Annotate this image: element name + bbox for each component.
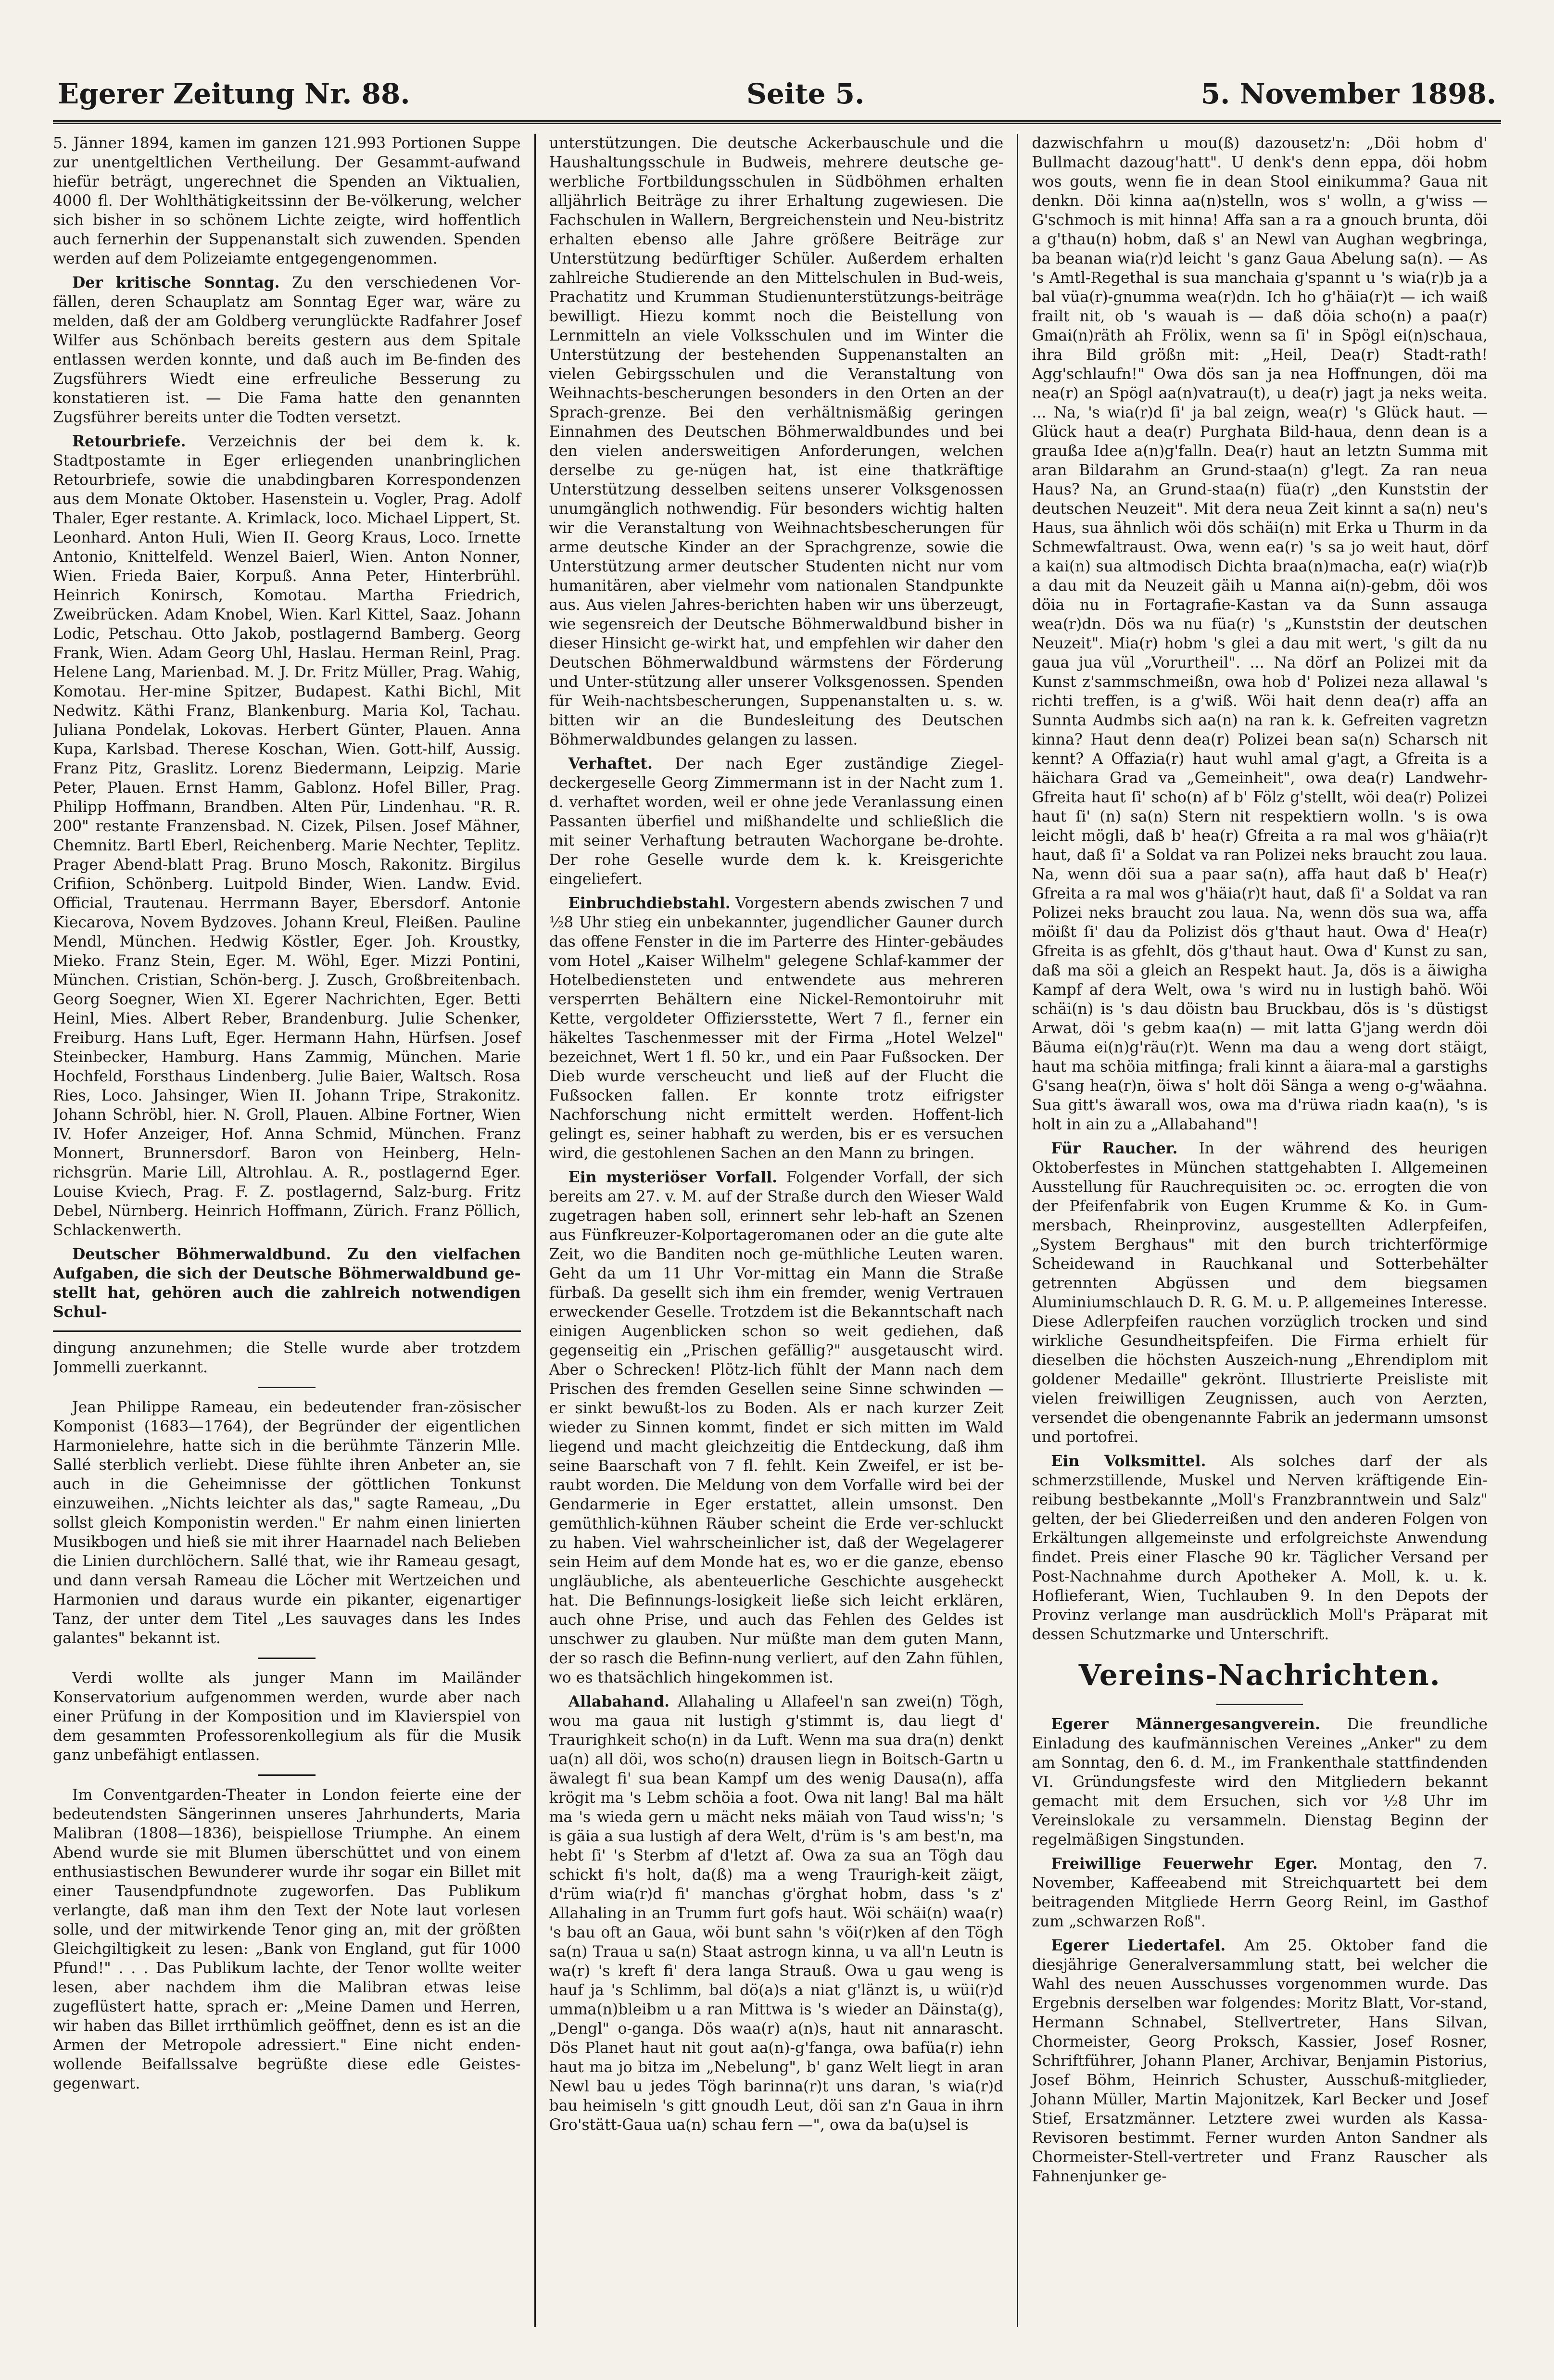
headline-mysterioeser-vorfall: Ein mysteriöser Vorfall. — [568, 1168, 778, 1186]
body-verhaftet: Der nach Eger zuständige Ziegel-deckergeselle Georg Zimmermann ist in der Nacht zum 1. d. verhaftet worden, weil er ohne jede Veranlassung einen Passanten überfiel und mißhandelte und schließlich die mit seiner Verhaftung betrauten Wachorgane be-drohte. Der rohe Geselle wurde dem k. k. Kreisgerichte eingeliefert. — [549, 755, 1004, 888]
body-boehmerwaldbund: Zu den vielfachen Aufgaben, die sich der Deutsche Böhmerwaldbund ge-stellt hat, gehören auch die zahlreich notwendigen Schul- — [53, 1245, 521, 1321]
article-kritischer-sonntag — [53, 273, 521, 427]
headline-einbruchdiebstahl: Einbruchdiebstahl. — [568, 894, 731, 912]
body-volksmittel: Als solches darf der als schmerzstillende, Muskel und Nerven kräftigende Ein-reibung bestbekannte „Moll's Franzbranntwein und Salz" gelten, der bei Gliederreißen und den anderen Folgen von Erkältungen allgemeinste und erfolgreichste Anwendung findet. Preis einer Flasche 90 kr. Täglicher Versand per Post-Nachnahme durch Apotheker A. Moll, k. u. k. Hoflieferant, Wien, Tuchlauben 9. In den Depots der Provinz verlange man ausdrücklich Moll's Präparat mit dessen Schutzmarke und Unterschrift. — [1032, 1453, 1488, 1643]
headline-feuerwehr: Freiwillige Feuerwehr Eger. — [1051, 1855, 1318, 1873]
article-retourbriefe — [53, 432, 521, 1240]
section-rule — [1216, 1704, 1303, 1705]
article-volksmittel — [1032, 1452, 1488, 1644]
body-einbruchdiebstahl: Vorgestern abends zwischen 7 und ½8 Uhr stieg ein unbekannter, jugendlicher Gauner durch das offene Fenster in die im Parterre des Hinter-gebäudes vom Hotel „Kaiser Wilhelm" gelegene Schlaf-kammer der Hotelbediensteten und entwendete aus mehreren versperrten Behältern eine Nickel-Remontoiruhr mit Kette, vergoldeter Offiziersstette, Wert 7 fl., ferner ein häkeltes Taschenmesser mit der Firma „Hotel Welzel" bezeichnet, Wert 1 fl. 50 kr., und ein Paar Fußsocken. Der Dieb wurde verscheucht und ließ auf der Flucht die Fußsocken fallen. Er konnte trotz eifrigster Nachforschung nicht ermittelt werden. Hoffent-lich gelingt es, seiner habhaft zu werden, bis er es versuchen wird, die gestohlenen Sachen an den Mann zu bringen. — [549, 895, 1004, 1162]
masthead — [53, 72, 1501, 124]
headline-volksmittel: Ein Volksmittel. — [1051, 1452, 1206, 1470]
headline-maennergesangverein: Egerer Männergesangverein. — [1051, 1715, 1320, 1733]
masthead-date: 5. November 1898. — [1200, 77, 1496, 110]
headline-allabahand: Allabahand. — [568, 1693, 670, 1710]
headline-verhaftet: Verhaftet. — [568, 755, 653, 772]
headline-liedertafel: Egerer Liedertafel. — [1051, 1937, 1226, 1954]
article-boehmerwaldbund-cont: unterstützungen. Die deutsche Ackerbauschule und die Haushaltungsschule in Budweis, mehrere deutsche ge-werbliche Fortbildungsschulen in Südböhmen erhalten alljährlich Beiträge zu ihrer Erhaltung zugewiesen. Die Fachschulen in Wallern, Bergreichenstein und Neu-bistritz erhalten ebenso alle Jahre größere Beiträge zur Unterstützung bedürftiger Schüler. Außerdem erhalten zahlreiche Studierende an den Mittelschulen in Bud-weis, Prachatitz und Krumman Studienunterstützungs-beiträge bewilligt. Hiezu kommt noch die Beistellung von Lernmitteln an viele Volksschulen und im Winter die Unterstützung der bestehenden Suppenanstalten an vielen Gebirgsschulen und die Veranstaltung von Weihnachts-bescherungen besonders in den Orten an der Sprach-grenze. Bei den verhältnismäßig geringen Einnahmen des Deutschen Böhmerwaldbundes und bei den vielen andersweitigen Anforderungen, welchen derselbe zu ge-nügen hat, ist eine thatkräftige Unterstützung desselben seitens unserer Volksgenossen unumgänglich nothwendig. Für besonders wichtig halten wir die Veranstaltung von Weihnachtsbescherungen für arme deutsche Kinder an der Sprachgrenze, sowie die Unterstützung armer deutscher Studenten nicht nur vom humanitären, aber vielmehr vom nationalen Standpunkte aus. Aus vielen Jahres-berichten haben wir uns überzeugt, wie segensreich der Deutsche Böhmerwaldbund bisher in dieser Hinsicht ge-wirkt hat, und empfehlen wir daher den Deutschen Böhmerwaldbund wärmstens der Förderung und Unter-stützung aller unserer Volksgenossen. Spenden für Weih-nachtsbescherungen, Suppenanstalten u. s. w. bitten wir an die Bundesleitung des Deutschen Böhmerwaldbundes gelangen zu lassen. — [549, 135, 1004, 748]
body-fuer-raucher: In der während des heurigen Oktoberfestes in München stattgehabten I. Allgemeinen Ausstellung für Rauchrequisiten ɔc. ɔc. errogten die von der Pfeifenfabrik von Eugen Krumme & Ko. in Gum-mersbach, Rheinprovinz, ausgestellten Adlerpfeifen, „System Berghaus" mit den burch trichterförmige Scheidewand in Rauchkanal und Sotterbehälter getrennten Abgüssen und dem biegsamen Aluminiumschlauch D. R. G. M. u. P. allgemeines Interesse. Diese Adlerpfeifen rauchen vorzüglich trocken und sind wirkliche Gesundheitspfeifen. Die Firma erhielt für dieselben die höchsten Auszeich-nung „Ehrendiplom mit goldener Medaille" gekrönt. Illustrierte Preisliste mit vielen freiwilligen Zeugnissen, auch von Aerzten, versendet die obengenannte Fabrik an jedermann umsonst und portofrei. — [1032, 1140, 1488, 1446]
article-verhaftet — [549, 754, 1004, 889]
headline-retourbriefe: Retourbriefe. — [72, 432, 186, 450]
short-divider — [258, 1658, 316, 1659]
article-maennergesangverein — [1032, 1715, 1488, 1849]
column-3 — [1018, 134, 1501, 2327]
article-fuer-raucher — [1032, 1139, 1488, 1447]
article-allabahand — [549, 1692, 1004, 2135]
body-kritischer-sonntag: Zu den verschiedenen Vor-fällen, deren Schauplatz am Sonntag Eger war, wäre zu melden, daß der am Goldberg verunglückte Radfahrer Josef Wilfer aus Schönbach bereits gestern aus dem Spitale entlassen werden konnte, und daß auch im Be-finden des Zugsführers Wiedt eine erfreuliche Besserung zu konstatieren ist. — Die Fama hatte den genannten Zugsführer bereits unter die Todten versetzt. — [53, 274, 521, 426]
short-divider — [258, 1387, 316, 1388]
masthead-paper-title: Egerer Zeitung Nr. 88. — [58, 77, 410, 110]
article-boehmerwaldbund — [53, 1245, 521, 1322]
article-verdi: Verdi wollte als junger Mann im Mailänder Konservatorium aufgenommen werden, wurde aber nach einer Prüfung in der Komposition und im Klavierspiel von dem gesammten Professorenkollegium als für die Musik ganz unbefähigt entlassen. — [53, 1670, 521, 1764]
body-mysterioeser-vorfall: Folgender Vorfall, der sich bereits am 27. v. M. auf der Straße durch den Wieser Wald zugetragen haben soll, erinnert sehr leb-haft an Szenen aus Fünfkreuzer-Kolportageromanen oder an die gute alte Zeit, wo die Banditen noch ge-müthliche Leuten waren. Geht da um 11 Uhr Vor-mittag ein Mann die Straße fürbaß. Da gesellt sich ihm ein fremder, wenig Vertrauen erweckender Geselle. Trotzdem ist die Bekanntschaft nach einigen Augenblicken schon so weit gediehen, daß gegenseitig ein „Prischen gefällig?" ausgetauscht wird. Aber o Schrecken! Plötz-lich fühlt der Mann nach dem Prischen des fremden Gesellen seine Sinne schwinden — er sinkt bewußt-los zu Boden. Als er nach kurzer Zeit wieder zu Sinnen kommt, findet er sich mitten im Wald liegend und macht gleichzeitig die Entdeckung, daß ihm seine Baarschaft von 7 fl. fehlt. Kein Zweifel, er ist be-raubt worden. Die Meldung von dem Vorfalle wird bei der Gendarmerie in Eger erstattet, allein umsonst. Den gemüthlich-kühnen Räuber scheint die Erde ver-schluckt zu haben. Viel wahrscheinlicher ist, daß der Wegelagerer sein Heim auf dem Monde hat es, wo er die ganze, ebenso ungläubliche, als abenteuerliche Geschichte ausgeheckt hat. Die Befinnungs-losigkeit ließe sich leicht erklären, auch ohne Prise, und auch das Fehlen des Geldes ist unschwer zu glauben. Nur müßte man dem guten Mann, der so rasch die Befinn-nung verliert, auf den Zahn fühlen, wo es thatsächlich hingekommen ist. — [549, 1169, 1004, 1686]
article-liedertafel — [1032, 1936, 1488, 2186]
column-divider — [53, 1330, 521, 1332]
body-allabahand: Allahaling u Allafeel'n san zwei(n) Tögh, wou ma gaua nit lustigh g'stimmt is, dau liegt d' Traurighkeit scho(n) in da Luft. Wenn ma sua dra(n) denkt ua(n) all döi, wos scho(n) drausen liegn in Boitsch-Gartn u äwalegt fi' sua bean Kampf um des wenig Dausa(n), affa krögit ma 's Lebm schöia a foot. Owa nit lang! Bal ma hält ma 's wieda gern u mächt neks mäiah von Taud wiss'n; 's is gäia a sua lustigh af dera Welt, d'rüm is 's am best'n, ma hebt ſi' 's Sterbm af d'letzt af. Owa za sua an Tögh dau schickt fi's holt, da(ß) ma a weng Traurigh-keit zäigt, d'rüm wia(r)d fi' manchas g'örghat hobm, dass 's z' Allahaling in an Trumm furt gofs haut. Wöi schäi(n) waa(r) 's bau oft an Gaua, wöi bunt sahn 's vöi(r)ken af den Tögh sa(n) Traua u sa(n) Staat astrogn kinna, u va all'n Leutn is wa(r) 's kreft fi' dera langa Strauß. Owa u gau weng is hauf ja 's Schlimm, bal dö(a)s a niat g'länzt is, u wüi(r)d umma(n)bleibm u a ran Mittwa is 's wieder an Däinsta(g), „Dengl" o-ganga. Dös waa(r) a(n)s, haut nit annarascht. Dös Planet haut nit gout aa(n)-g'fanga, owa bafüa(r) iehn haut ma jo bitza im „Nebelung", b' ganz Welt liegt in aran Newl bau u jedes Tögh barinna(r)t uns daran, 's wia(r)d bau heimiseln 's gitt gnoudh Leut, döi san z'n Gaua in ihrn Gro'stätt-Gaua ua(n) schau fern —", owa da ba(u)sel is — [549, 1693, 1004, 2134]
section-title-vereins-nachrichten: Vereins-Nachrichten. — [1078, 1658, 1441, 1692]
column-2 — [536, 134, 1019, 2327]
article-jommelli-end: dingung anzunehmen; die Stelle wurde aber trotzdem Jommelli zuerkannt. — [53, 1340, 521, 1376]
article-rameau: Jean Philippe Rameau, ein bedeutender fran-zösischer Komponist (1683—1764), der Begründer der eigentlichen Harmonielehre, hatte sich in die berühmte Tänzerin Mlle. Sallé sterblich verliebt. Diese fühlte ihren Anbeter an, sie auch in die Geheimnisse der göttlichen Tonkunst einzuweihen. „Nichts leichter als das," sagte Rameau, „Du sollst gleich Komponistin werden." Er nahm einen linierten Musikbogen und hieß sie mit ihrer Haarnadel nach Belieben die Linien durchlöchern. Sallé that, wie ihr Rameau gesagt, und dann versah Rameau die Löcher mit Wertzeichen und Harmonien und daraus wurde ein pikanter, eigenartiger Tanz, der unter dem Titel „Les sauvages dans les Indes galantes" bekannt ist. — [53, 1399, 521, 1647]
article-einbruchdiebstahl — [549, 894, 1004, 1163]
body-maennergesangverein: Die freundliche Einladung des kaufmännischen Vereines „Anker" zu dem am Sonntag, den 6. d. M., im Frankenthale stattfindenden VI. Gründungsfeste wird den Mitgliedern bekannt gemacht mit dem Ersuchen, sich vor ½8 Uhr im Vereinslokale zu versammeln. Dienstag Beginn der regelmäßigen Singstunden. — [1032, 1716, 1488, 1848]
short-divider — [258, 1774, 316, 1776]
article-allabahand-cont: dazwischfahrn u mou(ß) dazousetz'n: „Döi hobm d' Bullmacht dazoug'hatt". U denk's denn eppa, döi hobm wos gouts, wenn fie in dean Stool einikumma? Gaua nit denkn. Döi kinna aa(n)stelln, wos s' wolln, a g'wiss — G'schmoch is mit hinna! Affa san a ra a gnouch brunta, döi a g'thau(n) hobm, daß s' an Newl van Aughan wegbringa, ba beanan wia(r)d leicht 's ganz Gaua Abelung sa(n). — As 's Amtl-Regethal is sua manchaia g'spannt u 's wia(r)b ja a bal vüa(r)-gnumma wea(r)dn. Ich ho g'häia(r)t — ich waiß frailt nit, ob 's wauah is — daß döia scho(n) a paa(r) Gmai(n)räth ah Frölix, wenn sa ſi' in Spögl ei(n)schaua, ihra Bild größn mit: „Heil, Dea(r) Stadt-rath! Agg'schlaufn!" Owa dös san ja nea Hoffnungen, döi ma nea(r) an Spögl aa(n)vatrau(t), u dea(r) jagt ja neks weita. ... Na, 's wia(r)d ſi' ja bal zeign, wea(r) 's Glück haut. — Glück haut a dea(r) Purghata Bild-haua, denn dean is a graußa Idee a(n)g'falln. Dea(r) haut an letztn Summa mit aran Bildarahm an Grund-staa(n) g'legt. Za ran neua Haus? Na, an Grund-staa(n) füa(r) „den Kunststin der deutschen Neuzeit". Mit dera neua Zeit kinnt a sa(n) neu's Haus, sua ähnlich wöi dös schäi(n) mit Erka u Thurm in da Schmewfaltraust. Owa, wenn ea(r) 's sa jo weit haut, dörf a kai(n) sua altmodisch Dichta braa(n)macha, ea(r) wia(r)b a dau mit da Neuzeit gäih u Manna ai(n)-gebm, döi wos döia nu in Fortagrafie-Kastan va da Sunn assauga wea(r)dn. Dös wa nu füa(r) 's „Kunststin der deutschen Neuzeit". Mia(r) hobm 's glei a dau mit wert, 's gilt da nu gaua jua vül „Vorurtheil". ... Na dörf an Polizei mit da Kunst z'sammschmeißn, owa hob d' Polizei neza allawal 's richti treffen, is a g'wiß. Wöi hait denn dea(r) affa an Sunnta Audmbs sich aa(n) na ran k. k. Gefreiten vagretzn kinna? Haut denn dea(r) Polizei bean sa(n) Scharsch nit kennt? A Offazia(r) haut wuhl amal g'agt, a Gfreita is a häichara Grad va „Gemeinheit", owa dea(r) Landwehr-Gfreita haut ſi' scho(n) af b' Fölz g'stellt, wöi dea(r) Polizei haut ſi' (n) sa(n) Stern nit respektiern wolln. 's is owa leicht mögli, daß b' hea(r) Gfreita a ra mal wos g'häia(r)t haut, daß ſi' a Soldat va ran Polizei neks braucht zou laua. Na, wenn döi sua a paar sa(n), affa haut daß b' Hea(r) Gfreita a ra mal wos g'häia(r)t haut, daß ſi' a Soldat va ran Polizei neks braucht zou laua. Na, wenn dös sua wa, affa möißt ſi' dau da Polizist dös g'thaut haut. Owa d' Hea(r) Gfreita is as gfehlt, dös g'thaut haut. Owa d' Kunst zu san, daß ma söi a gleich an Respekt haut. Ja, dös is a äiwigha Kampf af dera Welt, owa 's wird nu in lustigh bahö. Wöi schäi(n) is 's dau döistn bau Bruckbau, dös is 's düstigst Arwat, döi 's gebm kaa(n) — mit latta G'jang werdn döi Bäuma ei(n)g'räu(r)t. Wenn ma dau a weng dort stäigt, haut ma schöia mitfinga; frali kinnt a äiara-mal a garstighs G'sang hea(r)n, öiwa s' holt döi Sänga a weng o-g'wäahna. Sua gitt's äwarall wos, owa ma d'rüwa riadn kaa(n), 's is holt in ain zu a „Allabahand"! — [1032, 135, 1488, 1133]
article-feuerwehr — [1032, 1854, 1488, 1931]
article-suppenanstalt: 5. Jänner 1894, kamen im ganzen 121.993 Portionen Suppe zur unentgeltlichen Vertheilung. Der Gesammt-aufwand hiefür beträgt, ungerechnet die Spenden an Viktualien, 4000 fl. Der Wohlthätigkeitssinn der Be-völkerung, welcher sich bisher in so schönem Lichte zeigte, wird hoffentlich auch fernerhin der Suppenanstalt sich zuwenden. Spenden werden auf dem Polizeiamte entgegengenommen. — [53, 135, 521, 267]
columns — [53, 134, 1501, 2327]
body-liedertafel: Am 25. Oktober fand die diesjährige Generalversammlung statt, bei welcher die Wahl des neuen Ausschusses vorgenommen wurde. Das Ergebnis derselben war folgendes: Moritz Blatt, Vor-stand, Hermann Schnabel, Stellvertreter, Hans Silvan, Chormeister, Georg Proksch, Kassier, Josef Rosner, Schriftführer, Johann Planer, Archivar, Benjamin Pistorius, Josef Böhm, Heinrich Schuster, Ausschuß-mitglieder, Johann Müller, Martin Majonitzek, Karl Becker und Josef Stief, Ersatzmänner. Letztere zwei wurden als Kassa-Revisoren bestimmt. Ferner wurden Anton Sandner als Chormeister-Stell-vertreter und Franz Rauscher als Fahnenjunker ge- — [1032, 1937, 1488, 2185]
headline-fuer-raucher: Für Raucher. — [1051, 1139, 1178, 1157]
headline-kritischer-sonntag: Der kritische Sonntag. — [72, 274, 280, 291]
body-feuerwehr: Montag, den 7. November, Kaffeeabend mit Streichquartett bei dem beitragenden Mitgliede Herrn Georg Reinl, im Gasthof zum „schwarzen Roß". — [1032, 1855, 1488, 1930]
masthead-page-number: Seite 5. — [746, 77, 865, 110]
column-1 — [53, 134, 536, 2327]
body-retourbriefe: Verzeichnis der bei dem k. k. Stadtpostamte in Eger erliegenden unanbringlichen Retourbriefe, sowie die unabdingbaren Korrespondenzen aus dem Monate Oktober. Hasenstein u. Vogler, Prag. Adolf Thaler, Eger restante. A. Krimlack, loco. Michael Lippert, St. Leonhard. Anton Huli, Wien II. Georg Kraus, Loco. Irnette Antonio, Knittelfeld. Wenzel Baierl, Wien. Anton Nonner, Wien. Frieda Baier, Korpuß. Anna Peter, Hinterbrühl. Heinrich Konirsch, Komotau. Martha Friedrich, Zweibrücken. Adam Knobel, Wien. Karl Kittel, Saaz. Johann Lodic, Petschau. Otto Jakob, postlagernd Bamberg. Georg Frank, Wien. Adam Georg Uhl, Haslau. Herman Reinl, Prag. Helene Lang, Marienbad. M. J. Dr. Fritz Müller, Prag. Wahig, Komotau. Her-mine Spitzer, Budapest. Kathi Bichl, Mit Nedwitz. Käthi Franz, Blankenburg. Maria Kol, Tachau. Juliana Pondelak, Lokovas. Herbert Günter, Plauen. Anna Kupa, Karlsbad. Therese Koschan, Wien. Gott-hilf, Aussig. Franz Pitz, Graslitz. Lorenz Biedermann, Leipzig. Marie Peter, Plauen. Ernst Hamm, Gablonz. Hofel Biller, Prag. Philipp Hoffmann, Brandben. Alten Pür, Lindenhau. "R. R. 200" restante Franzensbad. N. Cizek, Pilsen. Josef Mähner, Chemnitz. Bartl Eberl, Reichenberg. Marie Nechter, Teplitz. Prager Abend-blatt Prag. Bruno Mosch, Rakonitz. Birgilus Crifiion, Schönberg. Luitpold Binder, Wien. Landw. Evid. Official, Trautenau. Herrmann Bayer, Ebersdorf. Antonie Kiecarova, Novem Bydzoves. Johann Kreul, Fleißen. Pauline Mendl, München. Hedwig Köstler, Eger. Joh. Kroustky, Mieko. Franz Stein, Eger. M. Wöhl, Eger. Mizzi Pontini, München. Cristian, Schön-berg. J. Zusch, Großbreitenbach. Georg Soegner, Wien XI. Egerer Nachrichten, Eger. Betti Heinl, Mies. Albert Reber, Brandenburg. Julie Schenker, Freiburg. Hans Luft, Eger. Hermann Hahn, Hürfsen. Josef Steinbecker, Hamburg. Hans Zammig, München. Marie Hochfeld, Forsthaus Lindenberg. Julie Baier, Waltsch. Rosa Ries, Loco. Jahsinger, Wien II. Johann Tripe, Strakonitz. Johann Schröbl, hier. N. Groll, Plauen. Albine Fortner, Wien IV. Hofer Anzeiger, Hof. Anna Schmid, München. Franz Monnert, Brunnersdorf. Baron von Heinberg, Heln-richsgrün. Marie Lill, Altrohlau. A. R., postlagernd Eger. Louise Kviech, Prag. F. Z. postlagernd, Salz-burg. Fritz Debel, Nürnberg. Heinrich Hoffmann, Zürich. Franz Pöllich, Schlackenwerth. — [53, 433, 521, 1239]
article-malibran: Im Conventgarden-Theater in London feierte eine der bedeutendsten Sängerinnen unseres Jahrhunderts, Maria Malibran (1808—1836), beispiellose Triumphe. An einem Abend wurde sie mit Blumen überschüttet und von einem enthusiastischen Bewunderer wurde ihr sogar ein Billet mit einer Tausendpfundnote zugeworfen. Das Publikum verlangte, daß man ihm den Text der Note laut vorlesen solle, und der mitwirkende Tenor ging an, mit der größten Gleichgiltigkeit zu lesen: „Bank von England, gut für 1000 Pfund!" . . . Das Publikum lachte, der Tenor wollte weiter lesen, aber nachdem ihm die Malibran etwas leise zugeflüstert hatte, sprach er: „Meine Damen und Herren, wir haben das Billet irrthümlich geöffnet, denn es ist an die Armen der Metropole adressiert." Eine nicht enden-wollende Beifallssalve begrüßte diese edle Geistes-gegenwart. — [53, 1786, 521, 2092]
article-mysterioeser-vorfall — [549, 1168, 1004, 1687]
headline-boehmerwaldbund: Deutscher Böhmerwaldbund. — [72, 1245, 331, 1263]
